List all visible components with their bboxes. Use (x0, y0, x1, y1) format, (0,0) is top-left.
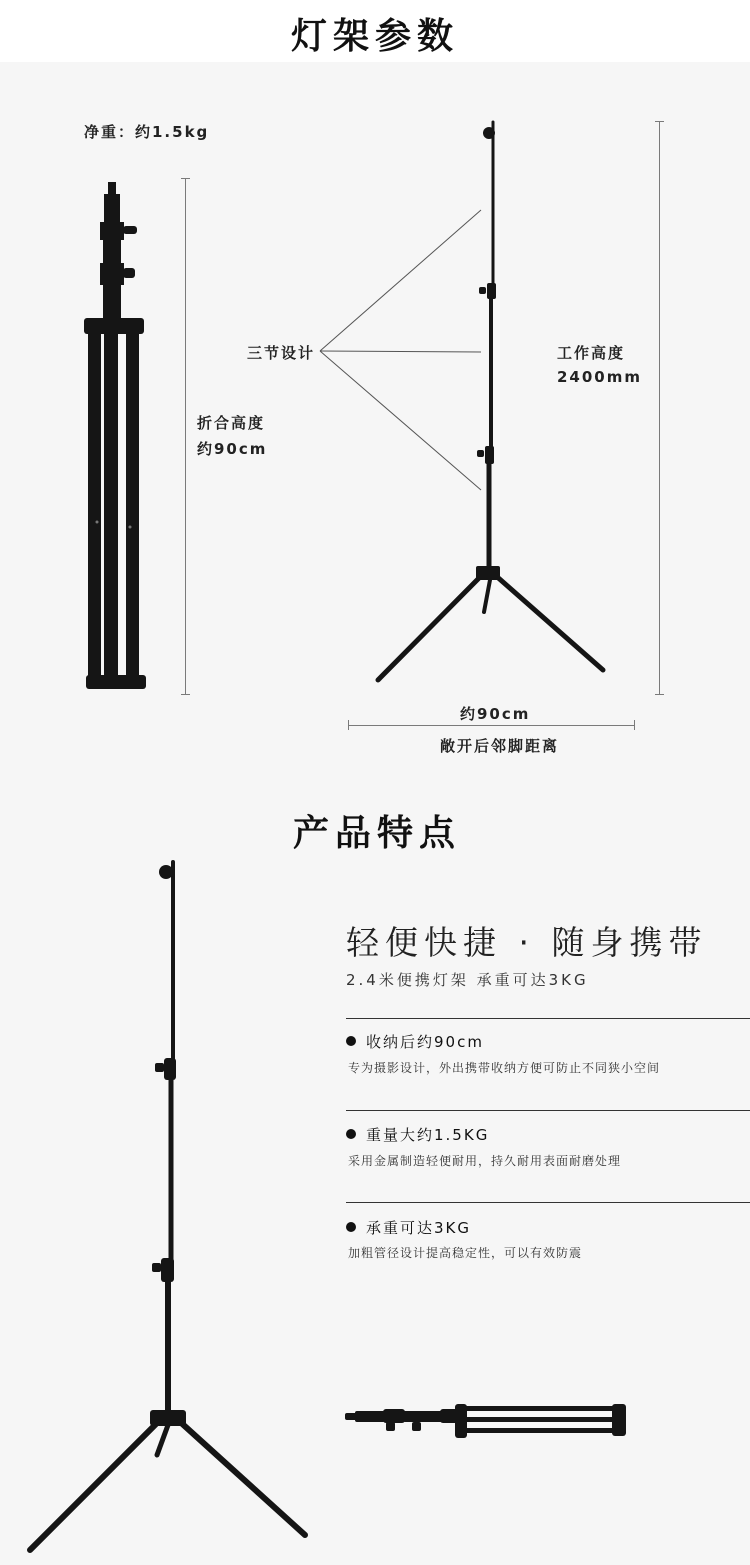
feature-desc: 专为摄影设计，外出携带收纳方便可防止不同狭小空间 (348, 1061, 661, 1075)
working-height-value: 2400mm (557, 368, 643, 386)
feature-title-text: 收纳后约90cm (366, 1033, 484, 1051)
section-title-params: 灯架参数 (291, 16, 460, 57)
folded-height-value: 约90cm (197, 440, 268, 458)
folded-height-label: 折合高度 (197, 414, 266, 432)
net-weight-label: 净重：约1.5kg (84, 123, 210, 141)
feature-title-text: 重量大约1.5KG (366, 1126, 490, 1144)
three-section-label: 三节设计 (247, 344, 316, 362)
headline: 轻便快捷 · 随身携带 (346, 923, 708, 962)
subheadline: 2.4米便携灯架 承重可达3KG (346, 971, 589, 989)
working-height-label: 工作高度 (557, 344, 626, 362)
section-title-features: 产品特点 (293, 813, 462, 854)
leg-spread-label: 敞开后邻脚距离 (440, 737, 560, 755)
feature-title-text: 承重可达3KG (366, 1219, 472, 1237)
leg-spread-value: 约90cm (460, 705, 531, 723)
feature-desc: 加粗管径设计提高稳定性，可以有效防震 (348, 1246, 583, 1260)
feature-desc: 采用金属制造轻便耐用，持久耐用表面耐磨处理 (348, 1154, 622, 1168)
